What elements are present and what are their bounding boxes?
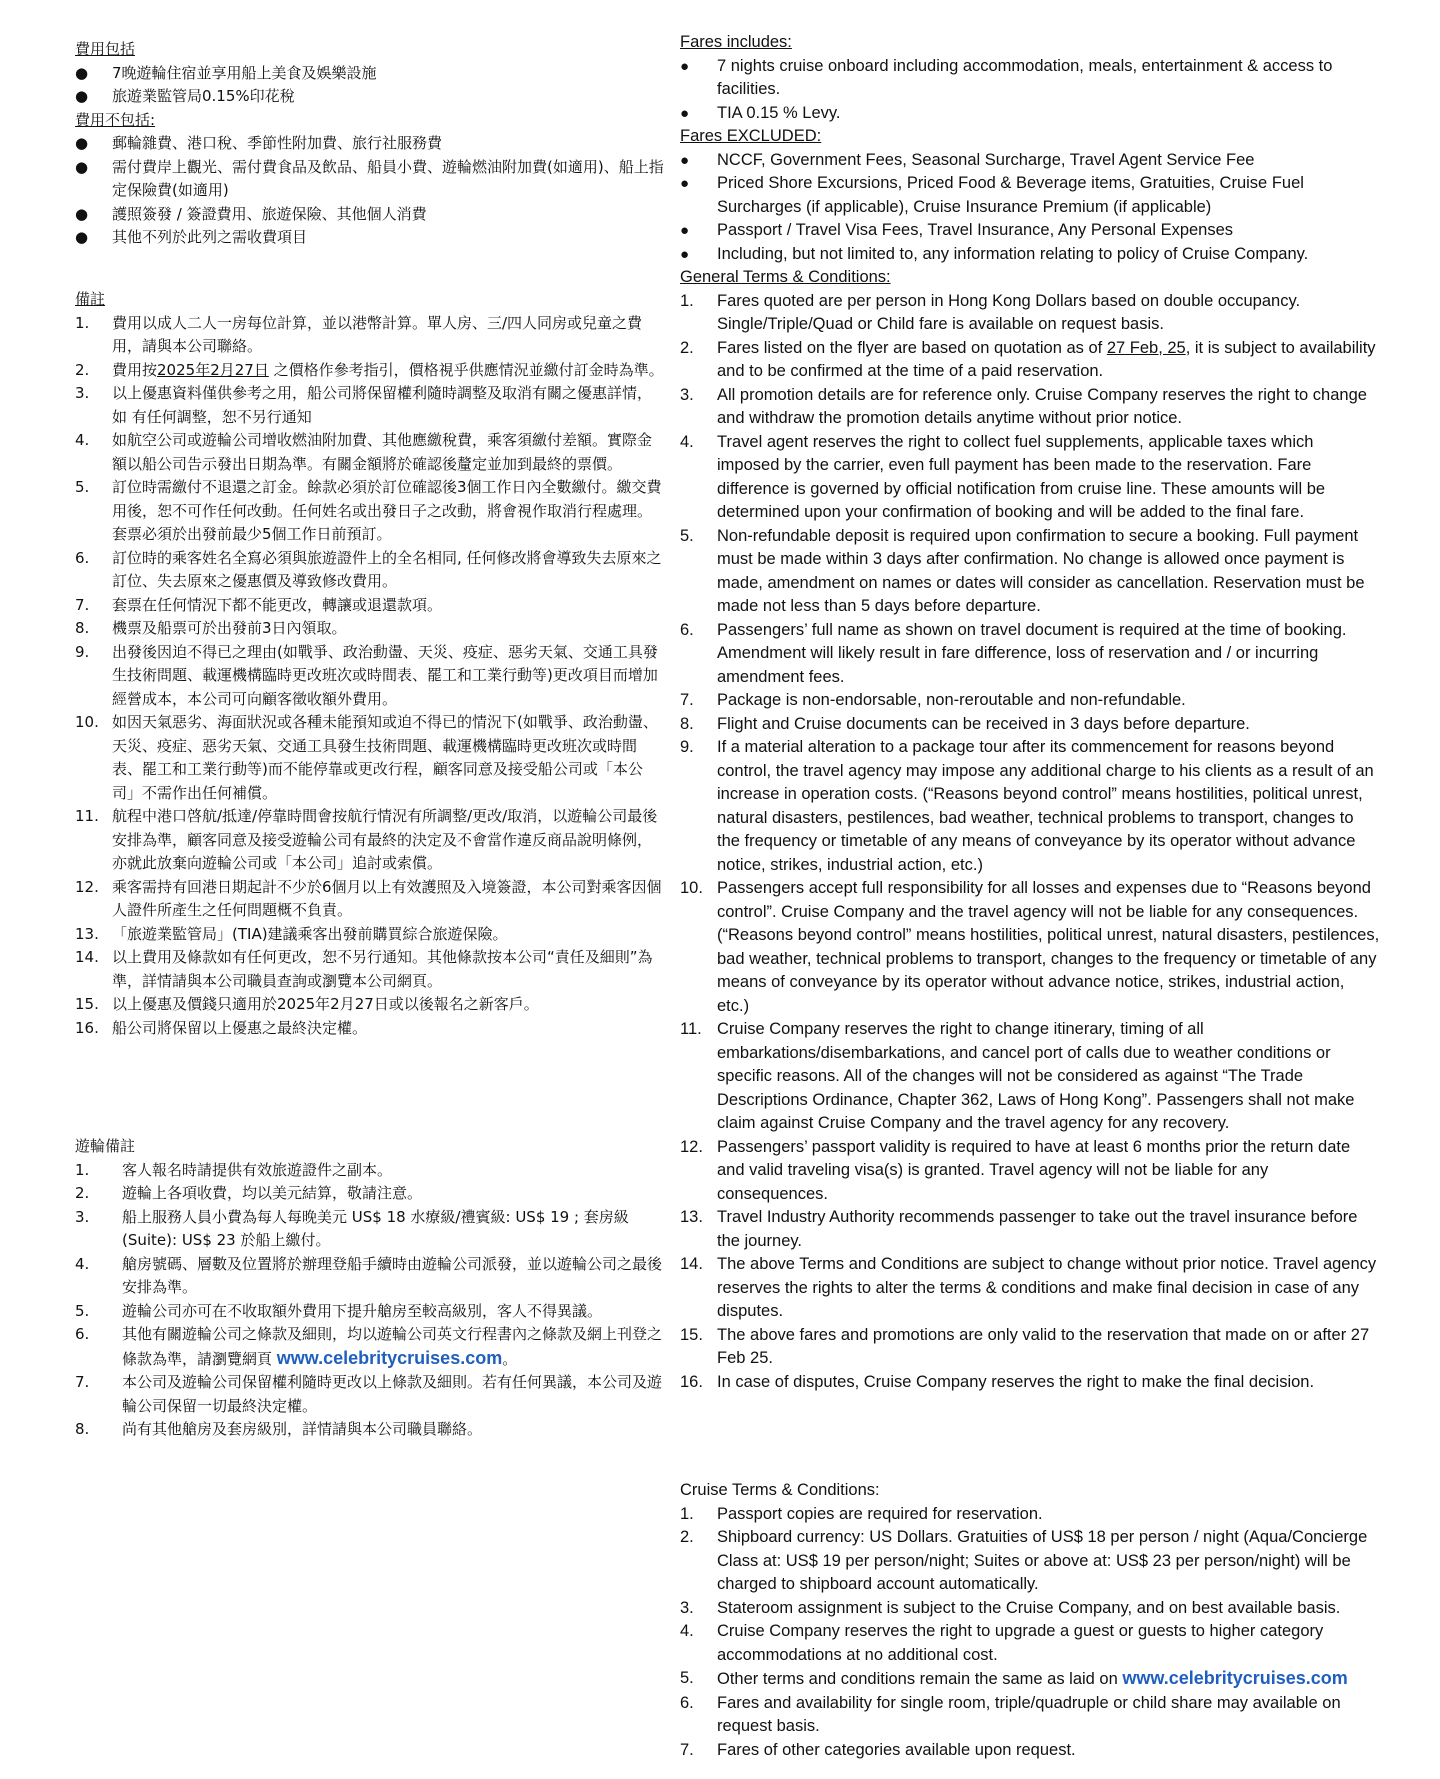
list-item: ● NCCF, Government Fees, Seasonal Surcharge, Travel Agent Service Fee xyxy=(680,150,1255,169)
en-includes-list xyxy=(680,55,1380,126)
en-includes-heading: Fares includes: xyxy=(680,33,792,51)
list-item: 5. 訂位時需繳付不退還之訂金。餘款必須於訂位確認後3個工作日內全數繳付。繳交費用後，恕不可作任何改動。任何姓名或出發日子之改動，將會視作取消行程處理。套票必須於出發前最少5個工作日前預訂。 xyxy=(75,478,662,543)
list-item: ● 護照簽發 / 簽證費用、旅遊保險、其他個人消費 xyxy=(75,204,427,223)
list-item: 4. Travel agent reserves the right to collect fuel supplements, applicable taxes which imposed by the carrier, even full payment has been made to the reservation. Fare difference is governed by official notification from cruise line. These amounts will be determined upon your confirmation of booking and will be added to the final fare. xyxy=(680,432,1326,521)
list-item: 16. 船公司將保留以上優惠之最終決定權。 xyxy=(75,1018,368,1037)
zh-cruise-section xyxy=(75,1135,665,1442)
list-item: 3. 船上服務人員小費為每人每晚美元 US$ 18 水療級/禮賓級: US$ 19 ; 套房級(Suite): US$ 23 於船上繳付。 xyxy=(75,1207,629,1249)
list-item: 10. 如因天氣惡劣、海面狀況或各種未能預知或迫不得已的情況下(如戰爭、政治動盪、天災、疫症、惡劣天氣、交通工具發生技術問題、載運機構臨時更改班次或時間表、罷工和工業行動等)而不能停靠或更改行程，顧客同意及接受船公司或「本公司」不需作出任何補償。 xyxy=(75,713,658,802)
list-item: 9. 出發後因迫不得已之理由(如戰爭、政治動盪、天災、疫症、惡劣天氣、交通工具發生技術問題、載運機構臨時更改班次或時間表、罷工和工業行動等)更改項目而增加經營成本，本公司可向顧客徵收額外費用。 xyxy=(75,642,658,708)
list-item: 13. Travel Industry Authority recommends passenger to take out the travel insurance before the journey. xyxy=(680,1208,1358,1250)
list-item: 7. 套票在任何情況下都不能更改，轉讓或退還款項。 xyxy=(75,595,443,614)
list-item: ● 7晚遊輪住宿並享用船上美食及娛樂設施 xyxy=(75,63,377,82)
en-cruise-heading: Cruise Terms & Conditions: xyxy=(680,1481,880,1499)
list-item: 1. 費用以成人二人一房每位計算，並以港幣計算。單人房、三/四人同房或兒童之費用，請與本公司聯絡。 xyxy=(75,313,643,355)
list-item: 2. 遊輪上各項收費，均以美元結算，敬請注意。 xyxy=(75,1184,423,1202)
en-cruise-section xyxy=(680,1479,1380,1762)
list-item: 8. Flight and Cruise documents can be received in 3 days before departure. xyxy=(680,714,1250,733)
list-item: 9. If a material alteration to a package tour after its commencement for reasons beyond control, the travel agency may impose any additional charge to his clients as a result of an increase in operation costs. (“Reasons beyond control” means hostilities, political unrest, natural disasters, pestilences, bad weather, technical problems to transport, changes to the frequency or timetable of any means of conveyance by its operator without advance notice, strikes, industrial action, etc.) xyxy=(680,738,1374,874)
list-item: 14. 以上費用及條款如有任何更改，恕不另行通知。其他條款按本公司“責任及細則”為準，詳情請與本公司職員查詢或瀏覽本公司網頁。 xyxy=(75,948,653,990)
list-item: 1. Fares quoted are per person in Hong Kong Dollars based on double occupancy. Single/Triple/Quad or Child fare is available on request basis. xyxy=(680,291,1301,333)
list-item: 7. Package is non-endorsable, non-reroutable and non-refundable. xyxy=(680,691,1186,709)
list-item: 2. Fares listed on the flyer are based on quotation as of 27 Feb, 25, it is subject to availability and to be confirmed at the time of a paid reservation. xyxy=(680,338,1376,380)
list-item: 4. 艙房號碼、層數及位置將於辦理登船手續時由遊輪公司派發，並以遊輪公司之最後安排為準。 xyxy=(75,1254,663,1296)
list-item: ● Including, but not limited to, any information relating to policy of Cruise Company. xyxy=(680,244,1309,263)
en-excludes-list xyxy=(680,149,1380,267)
en-excludes-heading: Fares EXCLUDED: xyxy=(680,127,822,145)
list-item: 7. 本公司及遊輪公司保留權利隨時更改以上條款及細則。若有任何異議，本公司及遊輪公司保留一切最終決定權。 xyxy=(75,1373,663,1415)
zh-excludes-list xyxy=(75,132,665,250)
list-item: 5. Other terms and conditions remain the same as laid on www.celebritycruises.com xyxy=(680,1668,1348,1688)
list-item: 6. 其他有關遊輪公司之條款及細則，均以遊輪公司英文行程書內之條款及網上刊登之條款為準，請瀏覽網頁 www.celebritycruises.com。 xyxy=(75,1325,663,1368)
list-item: 12. 乘客需持有回港日期起計不少於6個月以上有效護照及入境簽證，本公司對乘客因個人證件所產生之任何問題概不負責。 xyxy=(75,877,662,919)
list-item: 5. 遊輪公司亦可在不收取額外費用下提升艙房至較高級別，客人不得異議。 xyxy=(75,1301,603,1320)
list-item: 12. Passengers’ passport validity is required to have at least 6 months prior the return date and valid traveling visa(s) is granted. Travel agency will not be liable for any consequences. xyxy=(680,1137,1351,1203)
list-item: 7. Fares of other categories available upon request. xyxy=(680,1740,1076,1759)
zh-notes-section xyxy=(75,288,665,1040)
list-item: 6. Fares and availability for single room, triple/quadruple or child share may available on request basis. xyxy=(680,1693,1341,1735)
celebrity-cruises-link[interactable]: www.celebritycruises.com xyxy=(1122,1668,1348,1688)
en-quote-date: 27 Feb, 25 xyxy=(1106,338,1186,357)
list-item: 4. 如航空公司或遊輪公司增收燃油附加費、其他應繳稅費，乘客須繳付差額。實際金額以船公司告示發出日期為準。有關金額將於確認後釐定並加到最終的票價。 xyxy=(75,431,653,473)
list-item: ● 其他不列於此列之需收費項目 xyxy=(75,228,308,246)
en-terms-list xyxy=(680,290,1380,1395)
list-item: 16. In case of disputes, Cruise Company reserves the right to make the final decision. xyxy=(680,1372,1315,1391)
zh-quote-date: 2025年2月27日 xyxy=(157,360,269,379)
list-item: 10. Passengers accept full responsibility for all losses and expenses due to “Reasons beyond control”. Cruise Company and the travel agency will not be liable for any consequences. (“Reasons beyond control” means hostilities, political unrest, natural disasters, pestilences, bad weather, technical problems to transport, changes to the frequency or timetable of any means of conveyance by its operator without advance notice, strikes, industrial action, etc.) xyxy=(680,879,1380,1015)
en-includes-section xyxy=(680,31,1380,1394)
list-item: 15. 以上優惠及價錢只適用於2025年2月27日或以後報名之新客戶。 xyxy=(75,995,539,1013)
list-item: 6. 訂位時的乘客姓名全寫必須與旅遊證件上的全名相同, 任何修改將會導致失去原來之訂位、失去原來之優惠價及導致修改費用。 xyxy=(75,548,662,590)
list-item: ● TIA 0.15 % Levy. xyxy=(680,103,841,122)
list-item: 5. Non-refundable deposit is required upon confirmation to secure a booking. Full payment must be made within 3 days after confirmation. No change is allowed once payment is made, amendment on names or dates will consider as cancellation. Reservation must be made not less than 5 days before departure. xyxy=(680,526,1365,615)
list-item: 6. Passengers’ full name as shown on travel document is required at the time of booking. Amendment will likely result in fare difference, loss of reservation and / or incurring amendment fees. xyxy=(680,620,1347,686)
list-item: 3. Stateroom assignment is subject to the Cruise Company, and on best available basis. xyxy=(680,1598,1341,1617)
list-item: 1. Passport copies are required for reservation. xyxy=(680,1504,1043,1523)
list-item: 8. 機票及船票可於出發前3日內領取。 xyxy=(75,619,347,637)
list-item: 2. 費用按2025年2月27日 之價格作參考指引，價格視乎供應情況並繳付訂金時為準。 xyxy=(75,360,664,379)
list-item: ● 旅遊業監管局0.15%印花稅 xyxy=(75,87,295,105)
zh-includes-list xyxy=(75,62,665,109)
list-item: ● Priced Shore Excursions, Priced Food & Beverage items, Gratuities, Cruise Fuel Surcharges (if applicable), Cruise Insurance Premium (if applicable) xyxy=(680,174,1304,216)
list-item: ● 需付費岸上觀光、需付費食品及飲品、船員小費、遊輪燃油附加費(如適用)、船上指定保險費(如適用) xyxy=(75,157,664,199)
celebrity-cruises-link[interactable]: www.celebritycruises.com xyxy=(276,1347,503,1368)
en-cruise-list xyxy=(680,1503,1380,1763)
list-item: 2. Shipboard currency: US Dollars. Gratuities of US$ 18 per person / night (Aqua/Concierge Class at: US$ 19 per person/night; Suites or above at: US$ 23 per person/night) will be charged to shipboard account automatically. xyxy=(680,1528,1368,1593)
zh-notes-list xyxy=(75,312,665,1041)
zh-notes-heading: 備註 xyxy=(75,290,106,308)
list-item: ● 7 nights cruise onboard including accommodation, meals, entertainment & access to facilities. xyxy=(680,56,1333,98)
zh-includes-section xyxy=(75,38,665,250)
list-item: 4. Cruise Company reserves the right to upgrade a guest or guests to higher category accommodations at no additional cost. xyxy=(680,1622,1324,1664)
list-item: 3. All promotion details are for reference only. Cruise Company reserves the right to change and withdraw the promotion details anytime without prior notice. xyxy=(680,385,1367,427)
list-item: 14. The above Terms and Conditions are subject to change without prior notice. Travel agency reserves the rights to alter the terms & conditions and make final decision in case of any disputes. xyxy=(680,1255,1377,1320)
list-item: 8. 尚有其他艙房及套房級別，詳情請與本公司職員聯絡。 xyxy=(75,1420,483,1438)
zh-cruise-list xyxy=(75,1159,665,1442)
en-terms-heading: General Terms & Conditions: xyxy=(680,268,891,286)
zh-includes-heading: 費用包括 xyxy=(75,40,136,58)
list-item: 13. 「旅遊業監管局」(TIA)建議乘客出發前購買綜合旅遊保險。 xyxy=(75,924,508,943)
zh-cruise-heading: 遊輪備註 xyxy=(75,1137,136,1155)
list-item: 11. 航程中港口啓航/抵達/停靠時間會按航行情況有所調整/更改/取消，以遊輪公司最後安排為準，顧客同意及接受遊輪公司有最終的決定及不會當作違反商品說明條例，亦就此放棄向遊輪公司或「本公司」追討或索償。 xyxy=(75,807,658,872)
list-item: 3. 以上優惠資料僅供參考之用，船公司將保留權利隨時調整及取消有關之優惠詳情，如 有任何調整，恕不另行通知 xyxy=(75,384,653,426)
list-item: 1. 客人報名時請提供有效旅遊證件之副本。 xyxy=(75,1160,393,1179)
list-item: 15. The above fares and promotions are only valid to the reservation that made on or after 27 Feb 25. xyxy=(680,1325,1370,1367)
zh-excludes-heading: 費用不包括: xyxy=(75,110,156,129)
list-item: ● Passport / Travel Visa Fees, Travel Insurance, Any Personal Expenses xyxy=(680,221,1234,239)
list-item: 11. Cruise Company reserves the right to change itinerary, timing of all embarkations/disembarkations, and cancel port of calls due to weather conditions or specific reasons. All of the changes will not be considered as against “The Trade Descriptions Ordinance, Chapter 362, Laws of Hong Kong”. Passengers shall not make claim against Cruise Company and the travel agency for any recovery. xyxy=(680,1020,1355,1132)
list-item: ● 郵輪雜費、港口稅、季節性附加費、旅行社服務費 xyxy=(75,134,443,152)
